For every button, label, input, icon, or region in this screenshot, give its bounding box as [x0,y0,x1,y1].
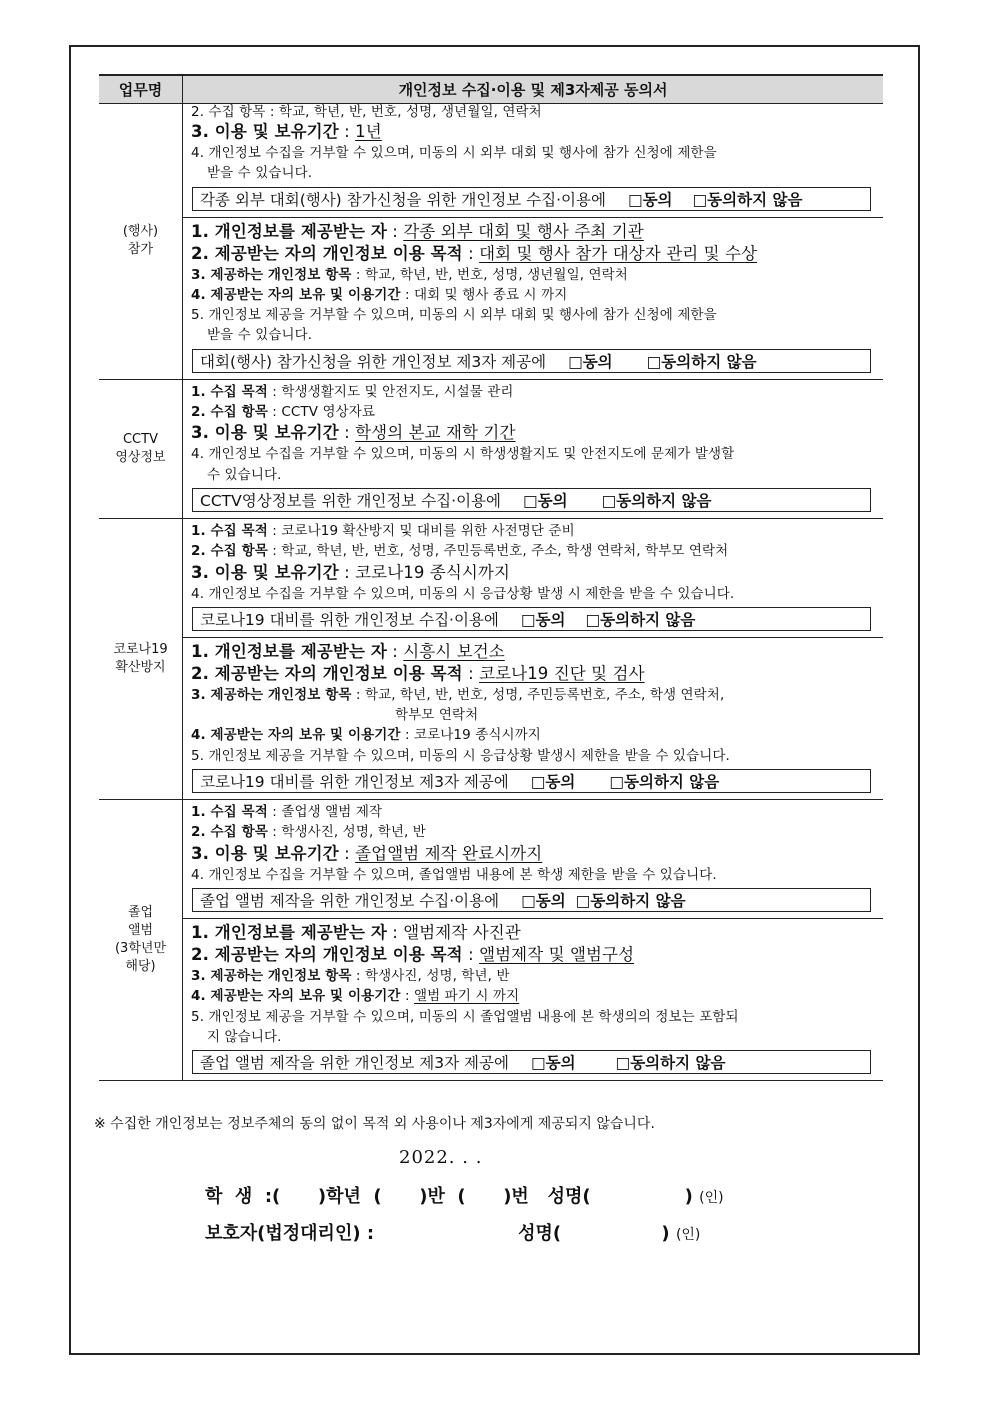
disagree-checkbox[interactable]: □동의하지 않음 [601,491,712,510]
provision-block [183,217,883,379]
footer-note: ※ 수집한 개인정보는 정보주체의 동의 없이 목적 외 사용이나 제3자에게 제공되지 않습니다. [94,1116,655,1132]
table-header [99,74,883,104]
agree-checkbox[interactable]: □동의 [568,352,613,371]
item-line: 2. 수집 항목 : 학교, 학년, 반, 번호, 성명, 주민등록번호, 주소, 학생 연락처, 학부모 연락처 [191,543,729,560]
item-line: 5. 개인정보 제공을 거부할 수 있으며, 미동의 시 응급상황 발생시 제한을 받을 수 있습니다. [191,747,730,764]
section-label [99,380,183,518]
section-album [99,800,883,1081]
item-line: 1. 개인정보를 제공받는 자 : 앨범제작 사진관 [191,922,521,942]
item-line: 3. 이용 및 보유기간 : 1년 [191,122,382,141]
agree-checkbox[interactable]: □동의 [521,891,566,910]
item-line: 5. 개인정보 제공을 거부할 수 있으며, 미동의 시 외부 대회 및 행사에 참가 신청에 제한을 [191,307,717,324]
header-task-name: 업무명 [99,76,183,103]
item-line: 1. 개인정보를 제공받는 자 : 시흥시 보건소 [191,641,505,661]
collection-block [183,519,883,637]
consent-text: CCTV영상정보를 위한 개인정보 수집·이용에 [200,491,501,510]
section-covid [99,519,883,800]
item-line: 4. 개인정보 수집을 거부할 수 있으며, 미동의 시 응급상황 발생 시 제한을 받을 수 있습니다. [191,585,735,602]
item-line: 3. 이용 및 보유기간 : 졸업앨범 제작 완료시까지 [191,843,543,863]
consent-box [192,349,871,373]
student-signature-line [205,1182,724,1208]
item-line: 3. 제공하는 개인정보 항목 : 학교, 학년, 반, 번호, 성명, 생년월일, 연락처 [191,266,628,283]
guardian-fields[interactable]: 보호자(법정대리인) : 성명( ) [205,1223,670,1244]
collection-block [183,104,883,217]
label-line: 앨범 [127,922,154,938]
section-label [99,800,183,1080]
consent-box [192,488,871,512]
guardian-signature-line [205,1219,700,1245]
consent-box [192,187,871,211]
label-line: (3학년만 [114,941,167,957]
provision-block [183,637,883,799]
item-line: 2. 제공받는 자의 개인정보 이용 목적 : 코로나19 진단 및 검사 [191,663,645,683]
label-line: 확산방지 [115,660,166,675]
agree-checkbox[interactable]: □동의 [523,491,568,510]
disagree-checkbox[interactable]: □동의하지 않음 [585,610,696,629]
consent-box [192,888,871,912]
item-line: 1. 개인정보를 제공받는 자 : 각종 외부 대회 및 행사 주최 기관 [191,221,644,241]
agree-checkbox[interactable]: □동의 [530,773,576,792]
consent-text: 각종 외부 대회(행사) 참가신청을 위한 개인정보 수집·이용에 [200,190,606,209]
consent-text: 대회(행사) 참가신청을 위한 개인정보 제3자 제공에 [200,352,547,371]
seal-mark: (인) [699,1190,724,1206]
item-line: 2. 수집 항목 : 학교, 학년, 반, 번호, 성명, 생년월일, 연락처 [191,104,542,120]
item-line: 3. 이용 및 보유기간 : 코로나19 종식시까지 [191,562,510,582]
label-line: 영상정보 [115,449,166,465]
consent-text: 코로나19 대비를 위한 개인정보 수집·이용에 [200,610,499,629]
seal-mark: (인) [675,1227,701,1243]
label-line: 해당) [125,959,156,975]
student-fields[interactable]: 학 생 :( )학년 ( )반 ( )번 성명( ) [205,1186,693,1207]
agree-checkbox[interactable]: □동의 [530,1054,576,1073]
item-line: 3. 제공하는 개인정보 항목 : 학교, 학년, 반, 번호, 성명, 주민등록번호, 주소, 학생 연락처, [191,686,725,703]
item-line: 2. 수집 항목 : 학생사진, 성명, 학년, 반 [191,824,426,841]
item-line: 3. 제공하는 개인정보 항목 : 학생사진, 성명, 학년, 반 [191,967,510,984]
item-line: 2. 수집 항목 : CCTV 영상자료 [191,404,376,421]
disagree-checkbox[interactable]: □동의하지 않음 [615,1054,726,1073]
label-line: (행사) [122,224,159,240]
item-line: 지 않습니다. [207,1028,282,1045]
consent-box [192,1050,871,1074]
provision-block [183,918,883,1080]
item-line: 1. 수집 목적 : 졸업생 앨범 제작 [191,804,383,821]
consent-box [192,607,871,631]
item-line: 5. 개인정보 제공을 거부할 수 있으며, 미동의 시 졸업앨범 내용에 본 학생의의 정보는 포함되 [191,1008,739,1025]
consent-text: 코로나19 대비를 위한 개인정보 제3자 제공에 [200,773,509,792]
item-line: 4. 개인정보 수집을 거부할 수 있으며, 미동의 시 학생생활지도 및 안전지도에 문제가 발생할 [191,446,735,463]
agree-checkbox[interactable]: □동의 [520,610,566,629]
item-line: 2. 제공받는 자의 개인정보 이용 목적 : 앨범제작 및 앨범구성 [191,944,635,964]
item-line: 4. 제공받는 자의 보유 및 이용기간 : 코로나19 종식시까지 [191,727,541,744]
item-line: 학부모 연락처 [395,707,479,724]
label-line: CCTV [122,431,158,447]
item-line: 수 있습니다. [207,466,282,483]
section-label [99,104,183,379]
disagree-checkbox[interactable]: □동의하지 않음 [692,190,803,209]
section-cctv [99,380,883,519]
consent-text: 졸업 앨범 제작을 위한 개인정보 제3자 제공에 [200,1054,509,1073]
consent-box [192,769,871,793]
label-line: 졸업 [127,904,154,920]
item-line: 받을 수 있습니다. [207,165,313,182]
consent-table [99,74,883,1081]
item-line: 받을 수 있습니다. [207,327,313,344]
collection-block [183,380,883,518]
disagree-checkbox[interactable]: □동의하지 않음 [609,773,720,792]
item-line: 3. 이용 및 보유기간 : 학생의 본교 재학 기간 [191,423,516,443]
header-consent-title: 개인정보 수집·이용 및 제3자제공 동의서 [398,81,668,99]
section-label [99,519,183,799]
item-line: 4. 제공받는 자의 보유 및 이용기간 : 대회 및 행사 종료 시 까지 [191,286,568,303]
agree-checkbox[interactable]: □동의 [627,190,673,209]
section-event [99,104,883,380]
label-line: 코로나19 [113,641,168,657]
disagree-checkbox[interactable]: □동의하지 않음 [646,352,757,371]
item-line: 4. 제공받는 자의 보유 및 이용기간 : 앨범 파기 시 까지 [191,988,520,1005]
date-line: 2022. . . [399,1147,483,1168]
item-line: 4. 개인정보 수집을 거부할 수 있으며, 미동의 시 외부 대회 및 행사에 참가 신청에 제한을 [191,145,717,161]
collection-block [183,800,883,918]
item-line: 1. 수집 목적 : 코로나19 확산방지 및 대비를 위한 사전명단 준비 [191,522,575,539]
item-line: 1. 수집 목적 : 학생생활지도 및 안전지도, 시설물 관리 [191,383,514,400]
disagree-checkbox[interactable]: □동의하지 않음 [575,891,686,910]
consent-text: 졸업 앨범 제작을 위한 개인정보 수집·이용에 [200,891,500,910]
label-line: 참가 [127,242,154,258]
item-line: 4. 개인정보 수집을 거부할 수 있으며, 졸업앨범 내용에 본 학생 제한을 받을 수 있습니다. [191,866,717,883]
item-line: 2. 제공받는 자의 개인정보 이용 목적 : 대회 및 행사 참가 대상자 관리 및 수상 [191,243,758,263]
